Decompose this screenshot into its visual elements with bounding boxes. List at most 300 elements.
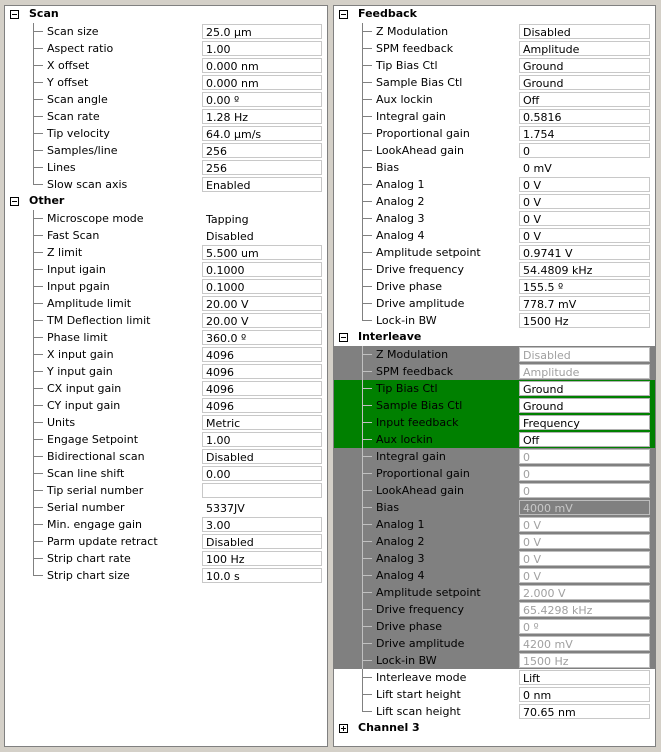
param-label: LookAhead gain [376,144,464,157]
param-row-analog-1 [334,516,655,533]
param-row-y-input-gain [5,363,327,380]
tree-branch [362,422,372,423]
param-row-drive-amplitude [334,635,655,652]
param-label: Input pgain [47,280,110,293]
section-title: Scan [29,7,59,20]
tree-branch [362,48,372,49]
param-row-scan-line-shift [5,465,327,482]
param-value-field[interactable]: 0.00 º [202,92,322,107]
param-row-lift-scan-height [334,703,655,720]
section-channel-3[interactable] [334,720,655,737]
tree-branch [33,388,43,389]
tree-branch [33,490,43,491]
param-row-input-feedback [334,414,655,431]
param-label: SPM feedback [376,365,454,378]
tree-branch [362,711,372,712]
param-value-field[interactable]: 5.500 um [202,245,322,260]
param-row-scan-angle [5,91,327,108]
param-value-text: 0 mV [523,162,552,175]
tree-branch [362,167,372,168]
param-row-bidirectional-scan [5,448,327,465]
tree-branch [362,626,372,627]
param-value-field[interactable]: 0 V [519,194,650,209]
param-label: Amplitude setpoint [376,246,481,259]
left-parameter-panel [4,5,328,747]
param-value-field[interactable]: 4096 [202,398,322,413]
param-row-drive-amplitude [334,295,655,312]
param-row-drive-frequency [334,601,655,618]
param-label: CY input gain [47,399,121,412]
param-value-field[interactable]: 4096 [202,381,322,396]
param-label: Tip Bias Ctl [376,59,438,72]
tree-branch [33,116,43,117]
tree-branch [33,507,43,508]
tree-branch [33,320,43,321]
param-row-amplitude-setpoint [334,244,655,261]
param-value-field[interactable]: 0.1000 [202,262,322,277]
tree-branch [33,337,43,338]
param-label: Units [47,416,76,429]
tree-branch [362,354,372,355]
param-value-field[interactable]: 100 Hz [202,551,322,566]
param-label: Drive frequency [376,263,464,276]
param-value-text: Tapping [206,213,249,226]
param-label: Scan rate [47,110,100,123]
tree-branch [33,524,43,525]
param-row-lock-in-bw [334,312,655,329]
param-label: Interleave mode [376,671,467,684]
param-label: Drive phase [376,280,443,293]
tree-branch [362,201,372,202]
param-label: SPM feedback [376,42,454,55]
param-value-field[interactable]: Disabled [519,24,650,39]
tree-branch [33,354,43,355]
param-label: Parm update retract [47,535,158,548]
param-row-spm-feedback [334,40,655,57]
param-value-field[interactable]: Ground [519,398,650,413]
param-row-interleave-mode [334,669,655,686]
param-label: Min. engage gain [47,518,142,531]
param-row-slow-scan-axis [5,176,327,193]
param-value-field[interactable]: 1.28 Hz [202,109,322,124]
param-row-min-engage-gain [5,516,327,533]
tree-branch [33,99,43,100]
param-row-tip-bias-ctl [334,380,655,397]
param-value-field[interactable]: 0 nm [519,687,650,702]
tree-branch [362,524,372,525]
tree-branch [362,252,372,253]
param-value-field: 0 V [519,551,650,566]
param-row-parm-update-retract [5,533,327,550]
param-row-strip-chart-rate [5,550,327,567]
param-label: Analog 3 [376,552,425,565]
param-row-lookahead-gain [334,142,655,159]
param-row-sample-bias-ctl [334,397,655,414]
tree-branch [362,269,372,270]
param-row-engage-setpoint [5,431,327,448]
param-label: Proportional gain [376,127,470,140]
tree-branch [362,31,372,32]
param-value-text: 5337JV [206,502,245,515]
param-label: Z Modulation [376,348,449,361]
param-label: Amplitude limit [47,297,132,310]
section-feedback[interactable] [334,6,655,23]
param-row-bias [334,499,655,516]
param-value-field[interactable]: 360.0 º [202,330,322,345]
param-label: Y input gain [47,365,113,378]
param-label: Microscope mode [47,212,144,225]
param-value-text: Disabled [206,230,254,243]
param-row-analog-1 [334,176,655,193]
param-row-tip-velocity [5,125,327,142]
collapse-icon[interactable] [339,333,348,342]
param-row-spm-feedback [334,363,655,380]
tree-branch [362,320,372,321]
tree-branch [362,609,372,610]
tree-branch [33,558,43,559]
param-value-field[interactable]: 256 [202,160,322,175]
param-label: Y offset [47,76,89,89]
tree-branch [33,150,43,151]
param-label: Sample Bias Ctl [376,76,463,89]
collapse-icon[interactable] [10,10,19,19]
param-row-bias [334,159,655,176]
param-row-analog-4 [334,227,655,244]
tree-branch [362,660,372,661]
param-row-sample-bias-ctl [334,74,655,91]
tree-branch [33,82,43,83]
param-value-field[interactable]: 0 V [519,228,650,243]
param-value-field: 0 V [519,534,650,549]
tree-branch [362,507,372,508]
tree-branch [33,252,43,253]
param-value-field: 0 [519,449,650,464]
param-label: Bias [376,161,400,174]
section-title: Interleave [358,330,422,343]
param-row-z-limit [5,244,327,261]
tree-branch [362,592,372,593]
param-label: Aux lockin [376,93,433,106]
param-label: Analog 1 [376,518,425,531]
param-label: Scan angle [47,93,108,106]
tree-branch [362,218,372,219]
param-label: Drive phase [376,620,443,633]
right-parameter-panel [333,5,656,747]
param-row-amplitude-limit [5,295,327,312]
param-value-field: 4200 mV [519,636,650,651]
param-row-aspect-ratio [5,40,327,57]
param-value-field: 0 [519,483,650,498]
param-value-field[interactable]: 0.9741 V [519,245,650,260]
param-label: Analog 1 [376,178,425,191]
param-label: LookAhead gain [376,484,464,497]
param-value-field[interactable]: 778.7 mV [519,296,650,311]
param-row-lift-start-height [334,686,655,703]
param-value-field[interactable]: Amplitude [519,41,650,56]
tree-branch [362,65,372,66]
param-row-scan-size [5,23,327,40]
param-value-field[interactable]: 1.754 [519,126,650,141]
tree-branch [33,269,43,270]
tree-branch [33,31,43,32]
param-row-x-offset [5,57,327,74]
param-label: Aux lockin [376,433,433,446]
param-value-field[interactable]: 155.5 º [519,279,650,294]
tree-branch [33,218,43,219]
param-label: Analog 2 [376,535,425,548]
param-label: Drive amplitude [376,297,465,310]
tree-branch [362,558,372,559]
tree-branch [33,575,43,576]
param-value-field[interactable]: 3.00 [202,517,322,532]
tree-branch [362,473,372,474]
param-value-field[interactable]: Disabled [202,534,322,549]
param-value-field[interactable]: 1500 Hz [519,313,650,328]
tree-branch [362,82,372,83]
param-row-analog-2 [334,193,655,210]
param-value-field[interactable]: Ground [519,75,650,90]
param-value-field[interactable]: 54.4809 kHz [519,262,650,277]
tree-branch [362,575,372,576]
param-row-strip-chart-size [5,567,327,584]
param-value-field[interactable]: Metric [202,415,322,430]
param-row-analog-4 [334,567,655,584]
param-value-field[interactable]: 70.65 nm [519,704,650,719]
param-value-field: 2.000 V [519,585,650,600]
param-label: Fast Scan [47,229,100,242]
tree-branch [33,405,43,406]
param-row-units [5,414,327,431]
param-value-field[interactable]: Off [519,432,650,447]
tree-branch [362,303,372,304]
param-label: Drive frequency [376,603,464,616]
param-label: Tip serial number [47,484,144,497]
param-row-drive-phase [334,278,655,295]
param-value-field[interactable]: 4096 [202,347,322,362]
param-row-tip-serial-number [5,482,327,499]
param-value-field[interactable]: 0 V [519,177,650,192]
param-label: Z Modulation [376,25,449,38]
param-label: Lines [47,161,76,174]
param-value-field[interactable]: Enabled [202,177,322,192]
tree-branch [33,473,43,474]
param-label: Tip Bias Ctl [376,382,438,395]
param-value-field[interactable]: 1.00 [202,432,322,447]
param-row-cy-input-gain [5,397,327,414]
tree-branch [362,184,372,185]
param-row-aux-lockin [334,431,655,448]
param-value-field: 0 º [519,619,650,634]
param-label: Serial number [47,501,125,514]
tree-branch [362,99,372,100]
collapse-icon[interactable] [10,197,19,206]
param-value-text: 4000 mV [519,500,650,515]
param-value-field: 0 V [519,568,650,583]
param-value-field[interactable]: 20.00 V [202,313,322,328]
param-value-field[interactable]: 10.0 s [202,568,322,583]
section-title: Feedback [358,7,417,20]
tree-branch [33,65,43,66]
param-value-field[interactable]: Frequency [519,415,650,430]
tree-branch [362,694,372,695]
param-row-fast-scan [5,227,327,244]
param-label: TM Deflection limit [47,314,151,327]
param-value-field[interactable]: 0 [519,143,650,158]
param-row-proportional-gain [334,125,655,142]
param-label: Analog 4 [376,229,425,242]
param-label: Lift start height [376,688,461,701]
param-label: Integral gain [376,110,446,123]
param-row-z-modulation [334,346,655,363]
tree-branch [362,439,372,440]
param-label: CX input gain [47,382,122,395]
tree-branch [33,541,43,542]
param-label: Amplitude setpoint [376,586,481,599]
param-label: Integral gain [376,450,446,463]
section-other[interactable] [5,193,327,210]
param-label: Input feedback [376,416,459,429]
param-row-scan-rate [5,108,327,125]
tree-branch [362,286,372,287]
param-row-phase-limit [5,329,327,346]
param-row-amplitude-setpoint [334,584,655,601]
param-value-field[interactable]: 0 V [519,211,650,226]
param-value-field[interactable]: Disabled [202,449,322,464]
section-title: Channel 3 [358,721,420,734]
param-value-field[interactable]: 0.5816 [519,109,650,124]
tree-branch [33,133,43,134]
param-label: Analog 3 [376,212,425,225]
param-row-tm-deflection-limit [5,312,327,329]
param-label: Slow scan axis [47,178,128,191]
param-label: Drive amplitude [376,637,465,650]
expand-icon[interactable] [339,724,348,733]
param-row-analog-3 [334,550,655,567]
param-label: Tip velocity [47,127,110,140]
param-row-cx-input-gain [5,380,327,397]
param-label: Bias [376,501,400,514]
param-row-x-input-gain [5,346,327,363]
tree-branch [362,677,372,678]
param-label: X input gain [47,348,114,361]
param-row-samples-line [5,142,327,159]
tree-branch [362,371,372,372]
tree-branch [362,643,372,644]
tree-branch [33,286,43,287]
param-row-lock-in-bw [334,652,655,669]
tree-branch [362,490,372,491]
param-row-lines [5,159,327,176]
tree-branch [362,150,372,151]
param-value-field: Amplitude [519,364,650,379]
param-row-y-offset [5,74,327,91]
tree-branch [362,405,372,406]
collapse-icon[interactable] [339,10,348,19]
tree-branch [33,235,43,236]
param-row-integral-gain [334,448,655,465]
tree-branch [33,303,43,304]
param-value-field[interactable]: 0.00 [202,466,322,481]
param-value-field[interactable]: 64.0 µm/s [202,126,322,141]
param-value-field[interactable]: 25.0 µm [202,24,322,39]
param-label: Lift scan height [376,705,461,718]
param-row-integral-gain [334,108,655,125]
section-title: Other [29,194,65,207]
param-label: X offset [47,59,90,72]
param-label: Z limit [47,246,83,259]
param-value-field[interactable]: Ground [519,58,650,73]
param-row-input-pgain [5,278,327,295]
param-row-lookahead-gain [334,482,655,499]
param-row-proportional-gain [334,465,655,482]
param-value-field[interactable] [202,483,322,498]
param-row-analog-2 [334,533,655,550]
param-label: Lock-in BW [376,654,437,667]
param-value-field[interactable]: 4096 [202,364,322,379]
param-label: Scan size [47,25,99,38]
param-label: Aspect ratio [47,42,114,55]
tree-branch [33,422,43,423]
tree-branch [362,133,372,134]
param-value-field[interactable]: 0.1000 [202,279,322,294]
param-label: Sample Bias Ctl [376,399,463,412]
param-row-input-igain [5,261,327,278]
param-row-drive-phase [334,618,655,635]
tree-branch [33,439,43,440]
param-value-field[interactable]: 20.00 V [202,296,322,311]
param-label: Analog 2 [376,195,425,208]
section-interleave[interactable] [334,329,655,346]
param-value-field[interactable]: 0.000 nm [202,58,322,73]
tree-branch [362,541,372,542]
param-value-field: Disabled [519,347,650,362]
tree-branch [33,48,43,49]
param-row-tip-bias-ctl [334,57,655,74]
section-scan[interactable] [5,6,327,23]
param-value-field[interactable]: Lift [519,670,650,685]
param-label: Analog 4 [376,569,425,582]
param-label: Bidirectional scan [47,450,145,463]
tree-branch [362,235,372,236]
param-label: Samples/line [47,144,118,157]
param-row-serial-number [5,499,327,516]
param-label: Strip chart rate [47,552,131,565]
param-value-field[interactable]: Ground [519,381,650,396]
param-label: Scan line shift [47,467,125,480]
tree-branch [362,388,372,389]
param-value-field[interactable]: 1.00 [202,41,322,56]
tree-branch [362,116,372,117]
param-row-drive-frequency [334,261,655,278]
param-row-aux-lockin [334,91,655,108]
param-value-field[interactable]: Off [519,92,650,107]
param-row-z-modulation [334,23,655,40]
param-label: Proportional gain [376,467,470,480]
param-value-field[interactable]: 0.000 nm [202,75,322,90]
param-value-field: 0 V [519,517,650,532]
param-label: Input igain [47,263,106,276]
param-value-field: 1500 Hz [519,653,650,668]
tree-branch [33,456,43,457]
tree-branch [33,184,43,185]
param-label: Strip chart size [47,569,130,582]
tree-branch [33,167,43,168]
param-row-analog-3 [334,210,655,227]
tree-branch [33,371,43,372]
param-value-field[interactable]: 256 [202,143,322,158]
param-row-microscope-mode [5,210,327,227]
tree-branch [362,456,372,457]
